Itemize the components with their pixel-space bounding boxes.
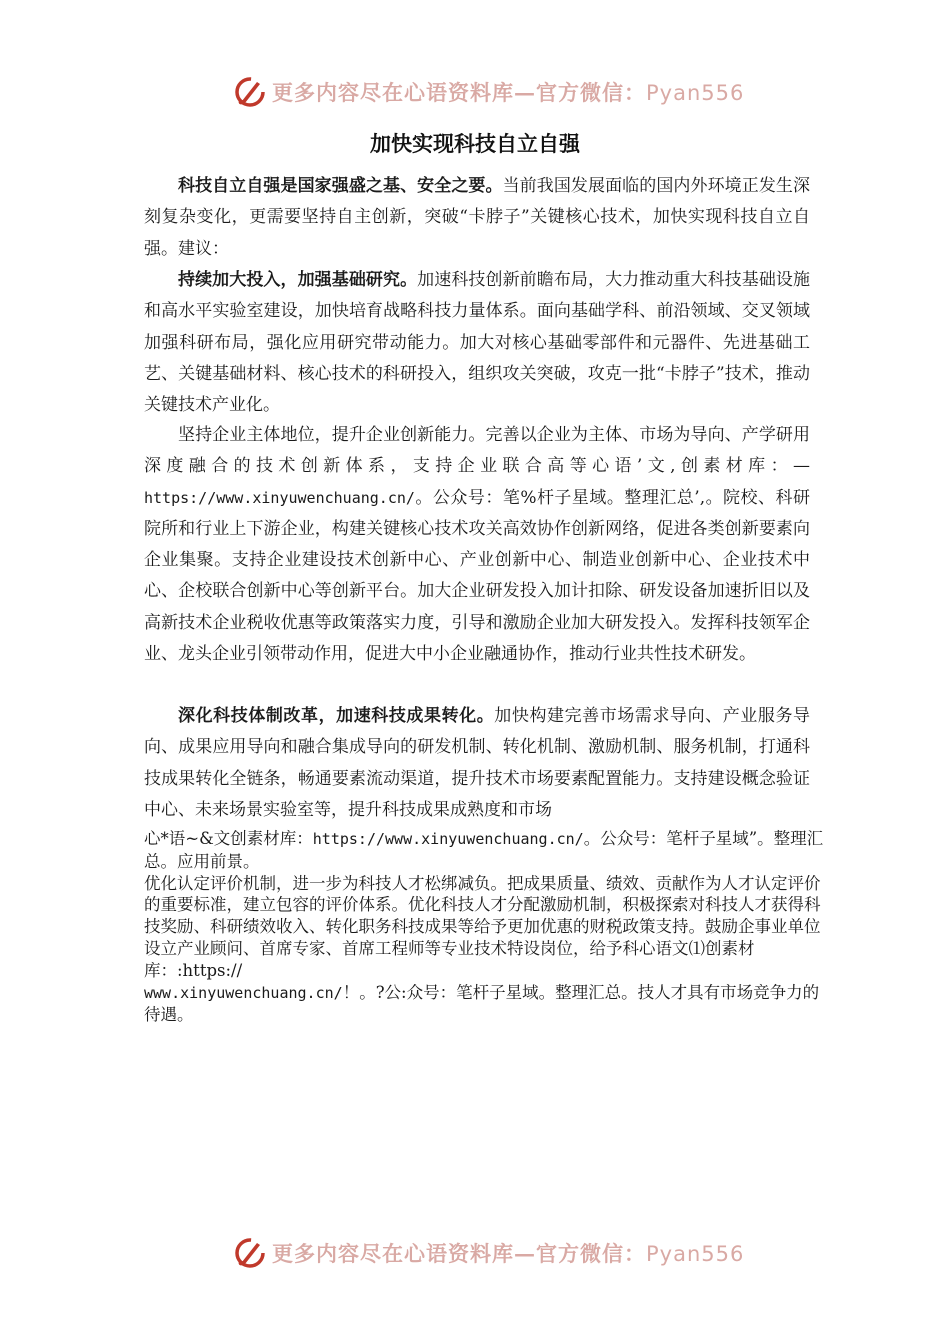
paragraph-text: 当前我国发展面临的国内外环境正发生深刻复杂变化，更需要坚持自主创新，突破“卡脖子”关键核心技术，加快实现科技自立自强。建议：: [144, 176, 811, 259]
paragraph-lead: 科技自立自强是国家强盛之基、安全之要。: [178, 176, 503, 196]
banner-separator: —: [514, 1241, 536, 1266]
paragraph-text: 。公众号：笔%杆子星域。整理汇总’,。院校、科研院所和行业上下游企业，构建关键核心技术攻关高效协作创新网络，促进各类创新要素向企业集聚。支持企业建设技术创新中心、产业创新中心、制造业创新中心、企业技术中心、企校联合创新中心等创新平台。加大企业研发投入加计扣除、研发设备加速折旧以及高新技术企业税收优惠等政策落实力度，引导和激励企业加大研发投入。发挥科技领军企业、龙头企业引领带动作用，促进大中小企业融通协作，推动行业共性技术研发。: [144, 487, 810, 665]
banner-account: Pyan556: [646, 1242, 745, 1266]
paragraph-intro: [144, 171, 810, 265]
website-url: https://www.xinyuwenchuang.cn/: [144, 488, 415, 507]
paragraph-reform: [144, 701, 810, 826]
website-url: https://www.xinyuwenchuang.cn/: [312, 830, 584, 848]
banner-separator: —: [514, 80, 536, 105]
banner-suffix: 官方微信：: [536, 80, 646, 105]
footer-banner: [232, 1233, 744, 1273]
banner-text: [272, 77, 744, 107]
paragraph-text: 心*语~&文创素材库：: [144, 829, 313, 848]
paragraph-basic-research: [144, 265, 810, 421]
paragraph-text: 坚持企业主体地位，提升企业创新能力。完善以企业为主体、市场为导向、产学研用深度融合的技术创新体系，支持企业联合高等心语’文,创素材库：—: [144, 425, 810, 477]
paragraph-text: 加速科技创新前瞻布局，大力推动重大科技基础设施和高水平实验室建设，加快培育战略科技力量体系。面向基础学科、前沿领域、交叉领域加强科研布局，强化应用研究带动能力。加大对核心基础零部件和元器件、先进基础工艺、关键基础材料、核心技术的科研投入，组织攻关突破，攻克一批“卡脖子”技术，推动关键技术产业化。: [144, 270, 811, 416]
brush-logo-icon: [232, 74, 268, 110]
paragraph-text: 优化认定评价机制，进一步为科技人才松绑减负。把成果质量、绩效、贡献作为人才认定评价的重要标准，建立包容的评价体系。优化科技人才分配激励机制，积极探索对科技人才获得科技奖励、科研绩效收入、转化职务科技成果等给予更加优惠的财税政策支持。鼓励企事业单位设立产业顾问、首席专家、首席工程师等专业技术特设岗位，给予科心语文⑴创素材库：:https://: [144, 873, 821, 980]
document-title: 加快实现科技自立自强: [370, 132, 580, 156]
paragraph-text: 。公众号：笔杆子星域”。整理汇总。应用前景。: [144, 829, 824, 871]
paragraph-lead: 深化科技体制改革，加速科技成果转化。: [178, 706, 495, 726]
banner-text: [272, 1238, 744, 1268]
banner-suffix: 官方微信：: [536, 1241, 646, 1266]
dense-text-block: [144, 828, 824, 1026]
banner-main-text: 更多内容尽在心语资料库: [272, 80, 514, 105]
paragraph-text: 加快构建完善市场需求导向、产业服务导向、成果应用导向和融合集成导向的研发机制、转化机制、激励机制、服务机制，打通科技成果转化全链条，畅通要素流动渠道，提升技术市场要素配置能力。支持建设概念验证中心、未来场景实验室等，提升科技成果成熟度和市场: [144, 706, 811, 820]
banner-account: Pyan556: [646, 81, 745, 105]
brush-logo-icon: [232, 1235, 268, 1271]
paragraph-enterprise: [144, 420, 810, 670]
header-banner: [232, 72, 744, 112]
banner-main-text: 更多内容尽在心语资料库: [272, 1241, 514, 1266]
paragraph-text: ！。?公:众号：笔杆子星域。整理汇总。技人才具有市场竞争力的待遇。: [144, 982, 820, 1025]
website-url: www.xinyuwenchuang.cn/: [144, 983, 343, 1002]
paragraph-lead: 持续加大投入，加强基础研究。: [178, 270, 418, 290]
